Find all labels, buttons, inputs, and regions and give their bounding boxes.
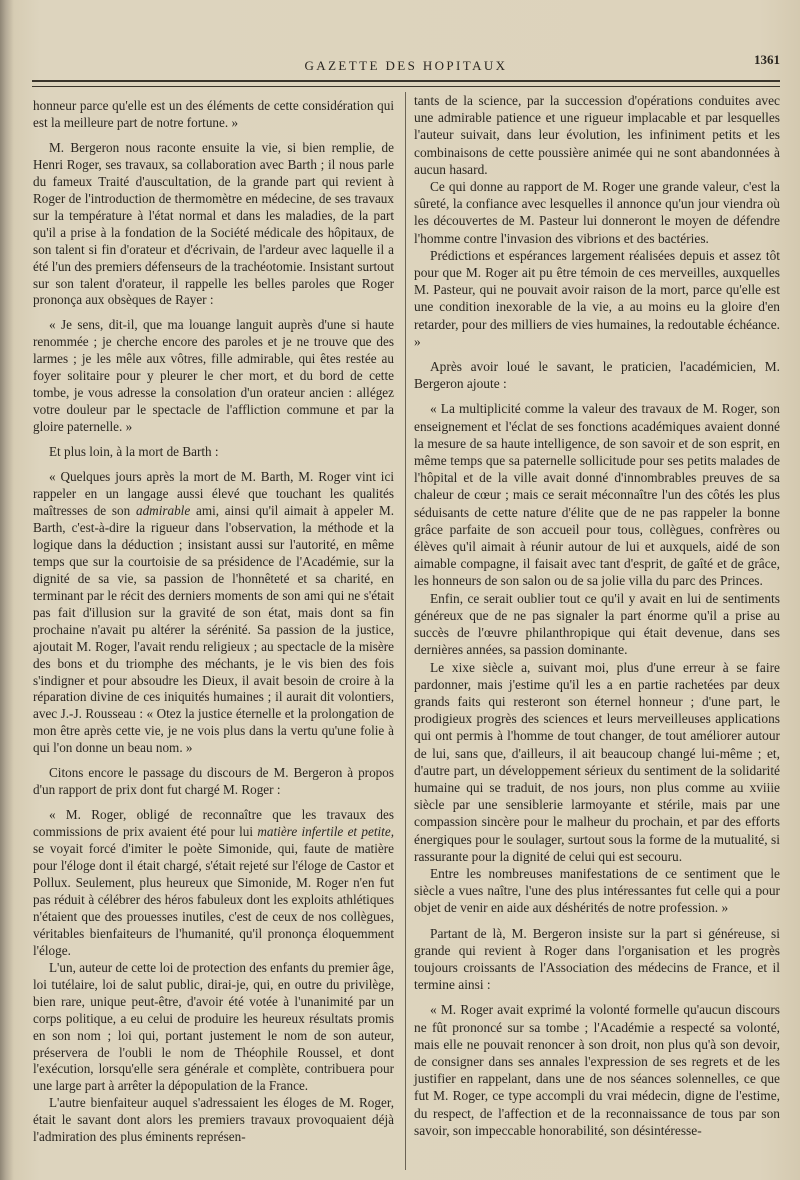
- paragraph: L'un, auteur de cette loi de protection des enfants du premier âge, loi tutélaire, loi de salut public, dirai-je, qui, en outre du privilège, bien rare, unique peut-être, d'avoir été votée à l'unanimité par un corps politique, a eu celui de produire les heureux résultats promis en son nom ; loi qui, portant justement le nom de son auteur, préservera de l'oubli le nom de Théophile Roussel, et dont l'exécution, lorsqu'elle sera générale et complète, contribuera pour une large part à arrêter la dépopulation de la France.: [33, 959, 394, 1094]
- paragraph: Et plus loin, à la mort de Barth :: [49, 444, 219, 460]
- text-run: ami, ainsi qu'il aimait à appeler M. Barth, c'est-à-dire la rigueur dans l'observation, la méthode et la logique dans la déduction ; insistant aussi sur l'autorité, en même temps que sur la courtoisie de sa présidence de l'Académie, sur la dignité de sa vie, sa passion de l'honnêteté et sa charité, en terminant par le récit des derniers moments de son ami qui ne s'était pas fait d'illusion sur la gravité de son état, mais dont sa fin prochaine n'avait pu altérer la sérénité. Sa passion de la justice, ajoutait M. Roger, l'avait rendu religieux ; au spectacle de la misère des bons et du triomphe des méchants, je le vis bien des fois s'indigner et pour absoudre les Dieux, il avait besoin de croire à la réparation divine de ces iniquités humaines ; il aurait dit volontiers, avec J.-J. Rousseau : « Otez la justice éternelle et la prolongation de mon être après cette vie, je ne vois plus dans la vertu qu'une folie à qui l'on donne un beau nom. »: [33, 502, 395, 756]
- paragraph: Le xixe siècle a, suivant moi, plus d'une erreur à se faire pardonner, mais j'estime qu'il les a en partie rachetées par deux grands faits qui resteront son éternel honneur ; d'une part, le prodigieux progrès des sciences et leurs merveilleuses applications qui ont permis à l'homme de tout changer, de tout améliorer autour de lui, sans que, d'ailleurs, il ait beaucoup changé lui-même ; et, d'autre part, un développement sérieux du sentiment de la solidarité humaine qui se traduit, de nos jours, non plus comme au xviiie siècle par une sensiblerie larmoyante et stérile, mais par une compassion sincère pour le malheur du prochain, et par des efforts énergiques pour le soulager, surtout sous la forme de la mutualité, si rassurante pour la dignité de celui qui est secouru.: [414, 659, 780, 864]
- column-divider: [405, 92, 406, 1170]
- paragraph: M. Bergeron nous raconte ensuite la vie, si bien remplie, de Henri Roger, ses travaux, sa collaboration avec Barth ; il nous parle du fameux Traité d'auscultation, de la grande part qui revient à Roger de l'introduction de thermomètre en médecine, de ses travaux sur la température à l'état normal et dans les maladies, de la part qu'il a prise à la fondation de la Société médicale des hôpitaux, de son talent si fin d'orateur et d'écrivain, de l'ardeur avec laquelle il a été l'un des premiers défenseurs de la trachéotomie. Insistant surtout sur son talent d'orateur, il rappelle les belles paroles que Roger prononça aux obsèques de Rayer :: [33, 139, 394, 308]
- paragraph: Entre les nombreuses manifestations de ce sentiment que le siècle a vues naître, l'une des plus intéressantes fut celle qui a pour objet de venir en aide aux déshérités de notre profession. »: [414, 865, 780, 916]
- journal-title: GAZETTE DES HOPITAUX: [304, 58, 508, 73]
- text-run: « M. Roger, obligé de reconnaître que les travaux des commissions de prix avaient été pour lui: [33, 807, 394, 840]
- paragraph: Enfin, ce serait oublier tout ce qu'il y avait en lui de sentiments généreux que de ne pas signaler la part énorme qu'il a prise au succès de l'œuvre philanthropique qui était devenue, dans ses dernières années, sa passion dominante.: [414, 590, 780, 658]
- paragraph: Ce qui donne au rapport de M. Roger une grande valeur, c'est la sûreté, la confiance avec lesquelles il annonce qu'un jour viendra où les découvertes de M. Pasteur lui donneront le moyen de défendre l'homme contre l'invasion des vibrions et des bactéries.: [414, 179, 780, 246]
- header-rule: [32, 80, 780, 87]
- paragraph: Prédictions et espérances largement réalisées depuis et assez tôt pour que M. Roger ait pu être témoin de ces merveilles, auxquelles M. Pasteur, qui ne pouvait avoir raison de la mort, parce qu'elle est une condition inexorable de la vie, a au moins eu la gloire d'en retarder, pour des milliers de vies humaines, la redoutable échéance. »: [414, 247, 780, 349]
- italic-text: admirable: [135, 502, 191, 518]
- quote-paragraph: [33, 469, 394, 757]
- paragraph: honneur parce qu'elle est un des éléments de cette considération qui est la meilleure part de notre fortune. »: [33, 98, 394, 130]
- quote-paragraph: « La multiplicité comme la valeur des travaux de M. Roger, son enseignement et l'éclat de ses fonctions académiques avaient donné la mesure de sa haute intelligence, de son savoir et de son esprit, en même temps que sa paternelle sollicitude pour ses petits malades de l'hôpital et de la ville avait donné d'innombrables preuves de sa chaleur de cœur ; mais ce serait méconnaître l'un des côtés les plus séduisants de cette nature d'élite que de ne pas rappeler la bonne grâce parfaite de son accueil pour tous, collègues, confrères ou élèves qu'il aimait à réunir autour de lui et auxquels, aidé de son aimable compagne, il faisait avec tant d'esprit, de gaîté et de grâce, les honneurs de son salon ou de sa jolie villa du parc des Princes.: [414, 401, 780, 589]
- paragraph: Après avoir loué le savant, le praticien, l'académicien, M. Bergeron ajoute :: [414, 359, 780, 392]
- quote-paragraph: « Je sens, dit-il, que ma louange languit auprès d'une si haute renommée ; je cherche encore des paroles et je ne trouve que des larmes ; je les mêle aux vôtres, fille admirable, qui êtes restée au foyer solitaire pour y pleurer le cher mort, et du bord de cette tombe, je vous adresse la consolation d'un orateur ancien : allégez votre douleur par le spectacle de l'affliction commune et par la gloire paternelle. »: [33, 317, 394, 435]
- paragraph: L'autre bienfaiteur auquel s'adressaient les éloges de M. Roger, était le savant dont alors les premiers travaux provoquaient déjà l'admiration des plus éminents représen-: [33, 1095, 394, 1145]
- quote-paragraph: « M. Roger avait exprimé la volonté formelle qu'aucun discours ne fût prononcé sur sa tombe ; l'Académie a respecté sa volonté, mais elle ne pouvait renoncer à son droit, non plus qu'à son devoir, de consigner dans ses annales l'expression de ses regrets et de les justifier en rappelant, dans une de nos séances solennelles, ce que fut M. Roger, ce type accompli du vrai médecin, digne de l'estime, du respect, de l'affection et de la reconnaissance de tous par son savoir, son impeccable honorabilité, son désintéresse-: [414, 1002, 780, 1138]
- text-run: se voyait forcé d'imiter le poète Simonide, qui, faute de matière pour l'éloge dont il était chargé, s'était rejeté sur l'éloge de Castor et Pollux. Seulement, plus heureux que Simonide, M. Roger n'en fut pas réduit à célébrer des héros fabuleux dont les exploits athlétiques n'étaient que des prouesses inutiles, c'est de ceux de nos collègues, véritables bienfaiteurs de l'humanité, qu'il prononça éloquemment l'éloge.: [33, 841, 394, 958]
- quote-paragraph: [33, 807, 394, 960]
- left-column: [33, 98, 394, 1146]
- text-run: « Quelques jours après la mort de M. Barth, M. Roger vint ici rappeler en un langage aussi élevé que touchant les qualités maîtresses de son: [33, 469, 394, 518]
- page-header: [30, 52, 782, 80]
- paragraph: Partant de là, M. Bergeron insiste sur la part si généreuse, si grande qui revient à Roger dans l'organisation et les progrès toujours croissants de l'Association des médecins de France, et il termine ainsi :: [414, 925, 780, 993]
- paragraph: Citons encore le passage du discours de M. Bergeron à propos d'un rapport de prix dont fut chargé M. Roger :: [33, 765, 394, 798]
- right-column: [414, 92, 780, 1139]
- italic-text: matière infertile et petite,: [257, 824, 394, 840]
- paragraph: tants de la science, par la succession d'opérations conduites avec une admirable patience et une rigueur implacable et par lesquelles l'auteur suivait, dans leur évolution, les infiniment petits et les combinaisons de cette poussière animée qui ne sont abandonnées à aucun hasard.: [414, 93, 780, 177]
- page-number: 1361: [754, 52, 780, 67]
